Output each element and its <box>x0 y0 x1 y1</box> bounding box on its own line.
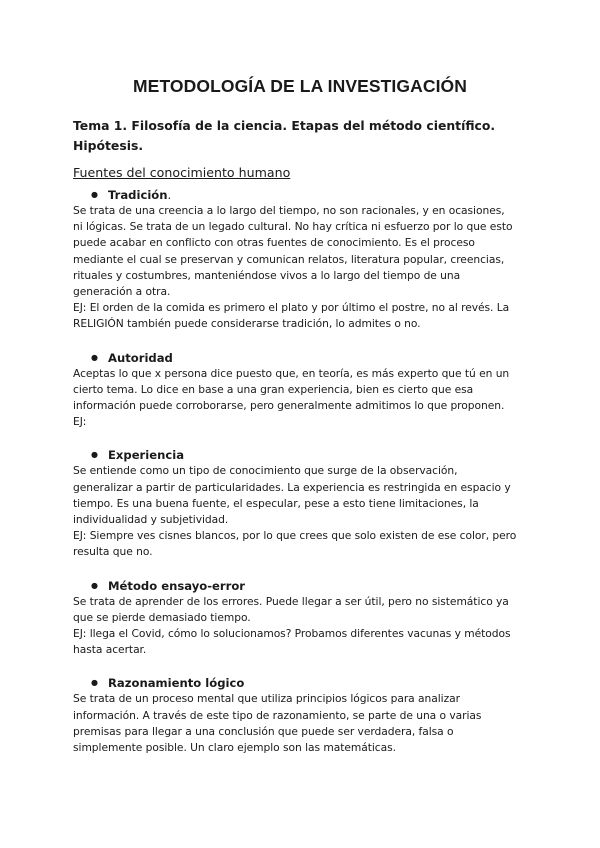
text-line: hasta acertar. <box>73 643 147 657</box>
section-ensayo-error <box>73 578 527 659</box>
section-razonamiento-logico <box>73 675 527 756</box>
text-line: rituales y costumbres, manteniéndose vivos a lo largo del tiempo de una <box>73 268 461 282</box>
text-line: que se pierde demasiado tiempo. <box>73 610 251 624</box>
bullet-icon: ● <box>91 580 98 590</box>
text-line: tiempo. Es una buena fuente, el especular, pese a esto tiene limitaciones, la <box>73 496 479 510</box>
document-title: METODOLOGÍA DE LA INVESTIGACIÓN <box>133 76 467 96</box>
text-line: información puede corroborarse, pero generalmente admitimos lo que proponen. <box>73 399 505 413</box>
heading-text: Razonamiento lógico <box>108 676 245 691</box>
text-line: ni lógicas. Se trata de un legado cultural. No hay crítica ni esfuerzo por lo que esto <box>73 220 513 234</box>
section-heading <box>91 350 527 366</box>
bullet-icon: ● <box>91 352 98 362</box>
topic-line: Hipótesis. <box>73 138 144 153</box>
text-line: Se trata de una creencia a lo largo del tiempo, no son racionales, y en ocasiones, <box>73 204 505 217</box>
text-line: EJ: llega el Covid, cómo lo solucionamos? Probamos diferentes vacunas y métodos <box>73 627 511 641</box>
text-line: simplemente posible. Un claro ejemplo son las matemáticas. <box>73 741 396 755</box>
heading-text: Experiencia <box>108 448 185 463</box>
section-heading <box>91 578 527 594</box>
heading-text: Método ensayo-error <box>108 578 246 593</box>
paragraph <box>73 463 527 560</box>
text-line: Se entiende como un tipo de conocimiento que surge de la observación, <box>73 464 458 478</box>
section-tradicion <box>73 187 527 333</box>
section-heading <box>91 447 527 463</box>
text-line: resulta que no. <box>73 545 153 559</box>
paragraph <box>73 366 527 431</box>
text-line: cierto tema. Lo dice en base a una gran experiencia, bien es cierto que esa <box>73 382 474 396</box>
section-experiencia <box>73 447 527 560</box>
paragraph <box>73 594 527 659</box>
bullet-icon: ● <box>91 678 98 688</box>
text-line: EJ: El orden de la comida es primero el plato y por último el postre, no al revés. La <box>73 301 510 315</box>
section-autoridad <box>73 350 527 431</box>
section-heading <box>91 675 527 691</box>
paragraph <box>73 203 527 333</box>
text-line: Se trata de un proceso mental que utiliza principios lógicos para analizar <box>73 692 460 706</box>
paragraph <box>73 691 527 756</box>
text-line: premisas para llegar a una conclusión que puede ser verdadera, falsa o <box>73 724 454 738</box>
heading-suffix: . <box>167 188 172 202</box>
heading-text: Tradición <box>108 188 168 202</box>
text-line: EJ: Siempre ves cisnes blancos, por lo que crees que solo existen de ese color, pero <box>73 529 517 543</box>
text-line: información. A través de este tipo de razonamiento, se parte de una o varias <box>73 708 482 722</box>
text-line: Aceptas lo que x persona dice puesto que, en teoría, es más experto que tú en un <box>73 366 510 380</box>
heading-text: Autoridad <box>108 350 173 365</box>
topic-heading <box>73 116 527 156</box>
text-line: RELIGIÓN también puede considerarse tradición, lo admites o no. <box>73 317 421 331</box>
text-line: generación a otra. <box>73 285 171 299</box>
text-line: generalizar a partir de particularidades. La experiencia es restringida en espacio y <box>73 480 511 494</box>
text-line: individualidad y subjetividad. <box>73 513 229 527</box>
text-line: puede acabar en conflicto con otras fuentes de conocimiento. Es el proceso <box>73 236 475 250</box>
text-line: Se trata de aprender de los errores. Puede llegar a ser útil, pero no sistemático ya <box>73 594 509 608</box>
bullet-icon: ● <box>91 190 98 199</box>
section-title: Fuentes del conocimiento humano <box>73 165 291 180</box>
bullet-icon: ● <box>91 450 98 460</box>
section-heading <box>91 187 527 203</box>
topic-line: Tema 1. Filosofía de la ciencia. Etapas del método científico. <box>73 118 496 133</box>
text-line: EJ: <box>73 415 87 429</box>
text-line: mediante el cual se preservan y comunican relatos, literatura popular, creencias, <box>73 252 505 266</box>
